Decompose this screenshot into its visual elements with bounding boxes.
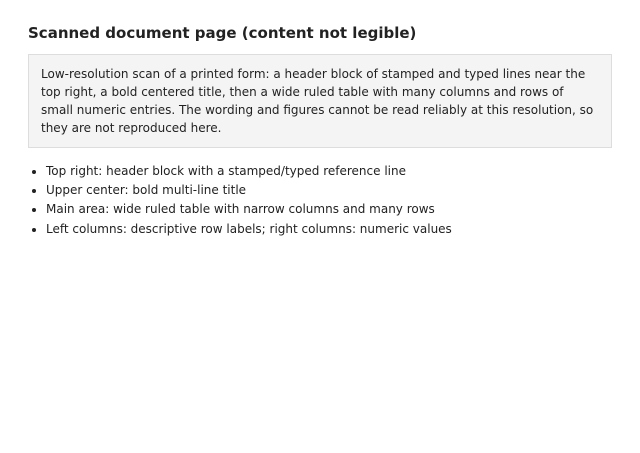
page-title: Scanned document page (content not legible)	[28, 24, 417, 42]
legibility-note: Low-resolution scan of a printed form: a header block of stamped and typed lines near the top right, a bold centered title, then a wide ruled table with many columns and rows of small numeric entries. The wording and figures cannot be read reliably at this resolution, so they are not reproduced here.	[28, 54, 612, 148]
region-item: • Main area: wide ruled table with narrow columns and many rows	[46, 200, 612, 219]
region-list	[28, 162, 612, 239]
region-item: • Left columns: descriptive row labels; right columns: numeric values	[46, 220, 612, 239]
region-item: • Top right: header block with a stamped/typed reference line	[46, 162, 612, 181]
region-item: • Upper center: bold multi-line title	[46, 181, 612, 200]
